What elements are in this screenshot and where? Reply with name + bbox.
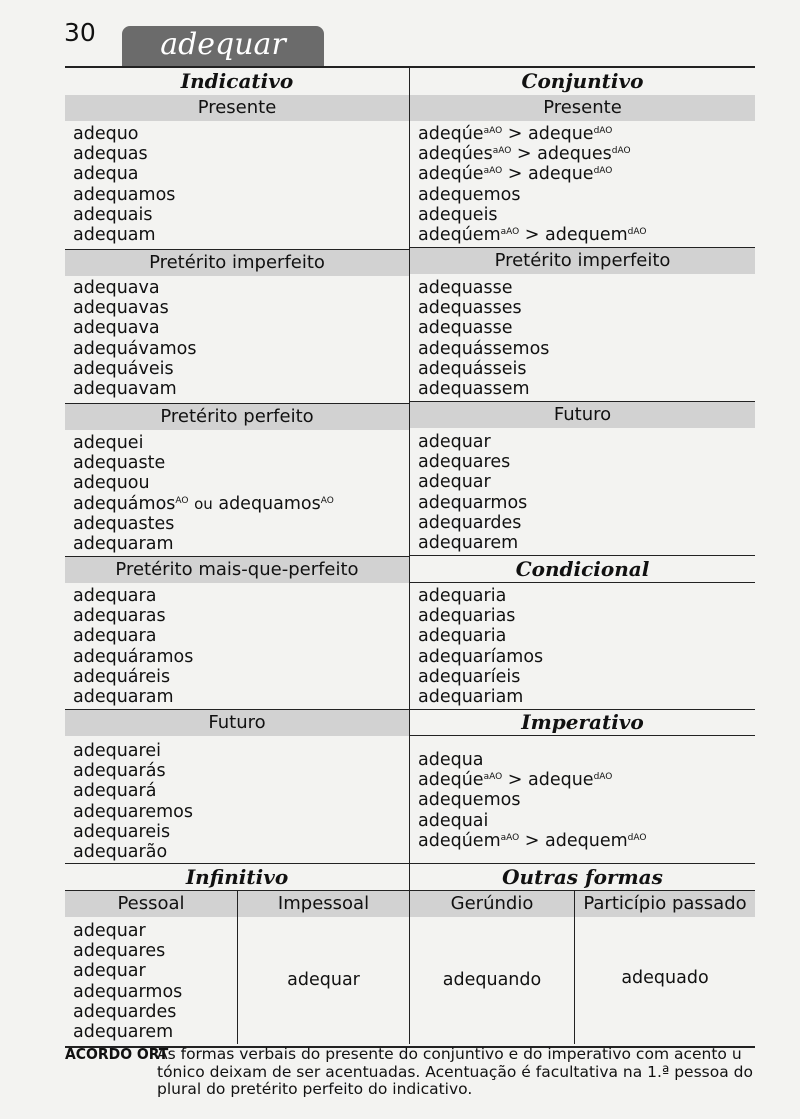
form-alternatives: adequámos$^{AO}$ ou adequamos$^{AO}$ <box>73 493 334 514</box>
form-pair: adeqúem$^{aAO}$ > adequem$^{dAO}$ <box>418 225 647 246</box>
form: adequaste <box>73 453 166 474</box>
tense-conj-imperfeito: Pretérito imperfeito <box>410 248 755 274</box>
form: adequará <box>73 781 157 802</box>
form: adequássemos <box>418 338 550 359</box>
form: adequava <box>73 318 160 339</box>
verb-title: adequar <box>160 27 286 62</box>
mood-outras-formas: Outras formas <box>502 865 663 889</box>
forms-ind-futuro <box>73 741 403 862</box>
form: adequasses <box>418 298 522 319</box>
form: adequarmos <box>418 492 528 513</box>
form: adequávamos <box>73 338 197 359</box>
form: adequa <box>418 750 484 770</box>
form: adequo <box>73 124 139 144</box>
form: adequa <box>73 164 139 185</box>
gerundio-value: adequando <box>442 970 542 990</box>
form: adequar <box>418 432 491 452</box>
form: adequar <box>73 921 146 941</box>
form: adequaríamos <box>418 646 544 667</box>
form-pair: adeqúem$^{aAO}$ > adequem$^{dAO}$ <box>418 830 647 851</box>
col-participio: Particípio passado <box>575 891 755 917</box>
form: adequardes <box>73 1001 177 1022</box>
form: adequar <box>73 961 146 982</box>
form: adequarás <box>73 761 166 782</box>
divider <box>410 735 755 736</box>
form-pair: adeqúe$^{aAO}$ > adeque$^{dAO}$ <box>418 124 613 144</box>
form: adequaríeis <box>418 666 521 687</box>
form: adequáveis <box>73 358 174 379</box>
form-pair: adeqúe$^{aAO}$ > adeque$^{dAO}$ <box>418 164 613 185</box>
form: adequasse <box>418 318 513 339</box>
form: adequaram <box>73 687 174 708</box>
form: adequareis <box>73 821 171 842</box>
forms-ind-mais-que-perfeito <box>73 586 403 707</box>
form: adequar <box>418 472 491 493</box>
acordo-text: As formas verbais do presente do conjuntivo e do imperativo com acento u tónico deixam de ser acentuadas. Acentuação é facultativa na 1.ª pessoa do plural do pretérito perfeito do indicativo. <box>157 1045 753 1098</box>
column-divider <box>409 891 410 1044</box>
form: adequarmos <box>73 981 183 1002</box>
col-impessoal: Impessoal <box>238 891 409 917</box>
tense-ind-perfeito: Pretérito perfeito <box>65 404 409 430</box>
column-divider <box>409 68 410 863</box>
acordo-tag: ACORDO ORT <box>65 1045 169 1063</box>
conjugation-table <box>65 66 755 1048</box>
form: adequaremos <box>73 801 193 822</box>
form: adequeis <box>418 204 498 225</box>
forms-condicional <box>418 586 751 707</box>
form: adequardes <box>418 512 522 533</box>
forms-ind-presente <box>73 124 403 245</box>
form: adequares <box>418 452 511 473</box>
form: adequava <box>73 278 160 298</box>
form: adequares <box>73 941 166 962</box>
form: adequai <box>418 810 489 831</box>
acordo-ortografico-note <box>65 1045 765 1098</box>
mood-condicional: Condicional <box>515 557 650 581</box>
form: adequarão <box>73 842 168 863</box>
page-number: 30 <box>64 18 96 47</box>
column-divider <box>409 864 410 890</box>
tense-conj-futuro: Futuro <box>410 402 755 428</box>
form: adequemos <box>418 184 521 205</box>
tense-ind-presente: Presente <box>65 95 409 121</box>
form: adequam <box>73 225 156 246</box>
form: adequasse <box>418 278 513 298</box>
infinitivo-impessoal: adequar <box>287 970 360 990</box>
tense-ind-futuro: Futuro <box>65 710 409 736</box>
col-gerundio: Gerúndio <box>410 891 574 917</box>
tense-conj-presente: Presente <box>410 95 755 121</box>
form: adequas <box>73 144 148 165</box>
divider <box>410 582 755 583</box>
form: adequavas <box>73 298 169 319</box>
form: adequáreis <box>73 666 171 687</box>
participio-value: adequado <box>621 968 709 988</box>
form: adequavam <box>73 379 177 400</box>
form: adequáramos <box>73 646 194 667</box>
form: adequarias <box>418 606 516 627</box>
form: adequarem <box>418 533 519 554</box>
form-pair: adeqúe$^{aAO}$ > adeque$^{dAO}$ <box>418 770 613 791</box>
form: adequamos <box>73 184 176 205</box>
form: adequaram <box>73 534 174 555</box>
mood-imperativo: Imperativo <box>521 710 644 734</box>
form: adequariam <box>418 687 524 708</box>
form: adequemos <box>418 790 521 811</box>
mood-infinitivo: Infinitivo <box>185 865 289 889</box>
forms-conj-presente <box>418 124 751 245</box>
tense-ind-imperfeito: Pretérito imperfeito <box>65 250 409 276</box>
forms-ind-imperfeito <box>73 278 403 399</box>
form: adequara <box>73 586 157 606</box>
tense-ind-mais-que-perfeito: Pretérito mais-que-perfeito <box>65 557 409 583</box>
form: adequastes <box>73 513 175 534</box>
form: adequou <box>73 473 150 494</box>
form: adequaria <box>418 586 507 606</box>
verb-tab <box>122 26 324 66</box>
form: adequaria <box>418 626 507 647</box>
form: adequassem <box>418 379 530 400</box>
forms-conj-futuro <box>418 432 751 553</box>
form-pair: adeqúes$^{aAO}$ > adeques$^{dAO}$ <box>418 144 631 165</box>
mood-conjuntivo: Conjuntivo <box>521 69 644 93</box>
form: adequarei <box>73 741 161 761</box>
form: adequaras <box>73 606 166 627</box>
form: adequei <box>73 433 144 453</box>
form: adequarem <box>73 1022 174 1043</box>
form: adequara <box>73 626 157 647</box>
forms-imperativo <box>418 750 751 851</box>
forms-conj-imperfeito <box>418 278 751 399</box>
form: adequásseis <box>418 358 527 379</box>
form: adequais <box>73 204 153 225</box>
forms-infinitivo-pessoal <box>73 921 233 1042</box>
mood-indicativo: Indicativo <box>180 69 294 93</box>
forms-ind-perfeito <box>73 433 409 554</box>
column-divider <box>237 891 238 1044</box>
col-pessoal: Pessoal <box>65 891 237 917</box>
